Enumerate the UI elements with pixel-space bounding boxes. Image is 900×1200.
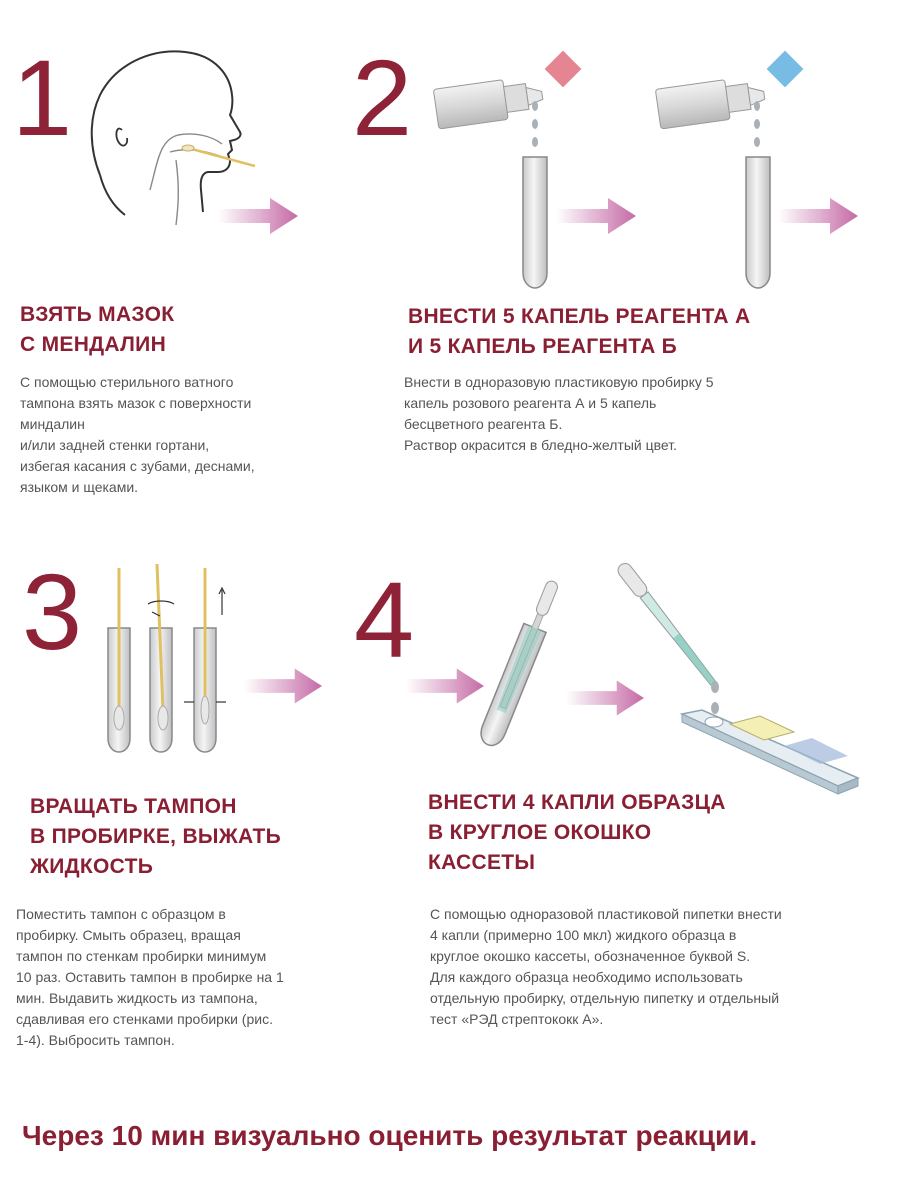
step-4-text-line: круглое окошко кассеты, обозначенное буквой S. xyxy=(430,948,751,964)
step-1-number: 1 xyxy=(12,37,71,158)
step-1-description xyxy=(20,372,255,498)
step-1-text-line: С помощью стерильного ватного xyxy=(20,374,234,390)
step-1-text-line: языком и щеками. xyxy=(20,479,139,495)
step-3-text-line: сдавливая его стенками пробирки (рис. xyxy=(16,1011,273,1027)
step-2-title-line: ВНЕСТИ 5 КАПЕЛЬ РЕАГЕНТА А xyxy=(408,305,751,328)
step-1-title-line: ВЗЯТЬ МАЗОК xyxy=(20,303,175,326)
footer-note: Через 10 мин визуально оценить результат реакции. xyxy=(22,1120,758,1151)
step-3-number: 3 xyxy=(22,551,81,672)
swab-in-tube-icon xyxy=(100,560,240,760)
step-4-text-line: 4 капли (примерно 100 мкл) жидкого образца в xyxy=(430,927,737,943)
step-3-text-line: 1-4). Выбросить тампон. xyxy=(16,1032,175,1048)
test-tube-icon xyxy=(520,155,550,290)
step-3-text-line: тампон по стенкам пробирки минимум xyxy=(16,948,267,964)
step-4-text-line: отдельную пробирку, отдельную пипетку и отдельный xyxy=(430,990,780,1006)
dropper-bottle-icon xyxy=(430,48,590,298)
step-3-description xyxy=(16,904,284,1051)
arrow-right-icon xyxy=(778,198,858,234)
step-3-title-line: ВРАЩАТЬ ТАМПОН xyxy=(30,795,237,818)
step-2-text-line: бесцветного реагента Б. xyxy=(404,416,563,432)
step-3-title xyxy=(30,792,281,882)
step-4-text-line: Для каждого образца необходимо использовать xyxy=(430,969,743,985)
step-4-title-line: КАССЕТЫ xyxy=(428,851,536,874)
step-2-text-line: Раствор окрасится в бледно-желтый цвет. xyxy=(404,437,677,453)
step-2-title-line: И 5 КАПЕЛЬ РЕАГЕНТА Б xyxy=(408,335,678,358)
step-4-title xyxy=(428,788,726,878)
dropper-bottle-icon xyxy=(652,48,812,298)
step-2-number: 2 xyxy=(352,37,411,158)
pipette-icon xyxy=(470,565,570,765)
arrow-right-icon xyxy=(218,198,298,234)
step-2-text-line: Внести в одноразовую пластиковую пробирку 5 xyxy=(404,374,714,390)
step-2-title xyxy=(408,302,750,362)
arrow-right-icon xyxy=(556,198,636,234)
step-1-text-line: избегая касания с зубами, деснами, xyxy=(20,458,255,474)
step-3-text-line: пробирку. Смыть образец, вращая xyxy=(16,927,241,943)
step-1-title-line: С МЕНДАЛИН xyxy=(20,333,167,356)
step-1-title xyxy=(20,300,174,360)
arrow-right-icon xyxy=(244,668,322,704)
step-3-title-line: В ПРОБИРКЕ, ВЫЖАТЬ xyxy=(30,825,281,848)
step-4-title-line: В КРУГЛОЕ ОКОШКО xyxy=(428,821,652,844)
step-3-text-line: 10 раз. Оставить тампон в пробирке на 1 xyxy=(16,969,284,985)
step-2-text-line: капель розового реагента А и 5 капель xyxy=(404,395,657,411)
step-4-text-line: С помощью одноразовой пластиковой пипетки внести xyxy=(430,906,782,922)
step-3-title-line: ЖИДКОСТЬ xyxy=(30,855,154,878)
step-4-text-line: тест «РЭД стрептококк А». xyxy=(430,1011,604,1027)
step-4-description xyxy=(430,904,782,1030)
step-1-text-line: миндалин xyxy=(20,416,85,432)
test-tube-icon xyxy=(743,155,773,290)
step-1-text-line: тампона взять мазок с поверхности xyxy=(20,395,252,411)
step-4-number: 4 xyxy=(354,559,413,680)
step-3-text-line: Поместить тампон с образцом в xyxy=(16,906,226,922)
step-2-description xyxy=(404,372,714,456)
step-3-text-line: мин. Выдавить жидкость из тампона, xyxy=(16,990,258,1006)
step-1-text-line: и/или задней стенки гортани, xyxy=(20,437,210,453)
step-4-title-line: ВНЕСТИ 4 КАПЛИ ОБРАЗЦА xyxy=(428,791,726,814)
